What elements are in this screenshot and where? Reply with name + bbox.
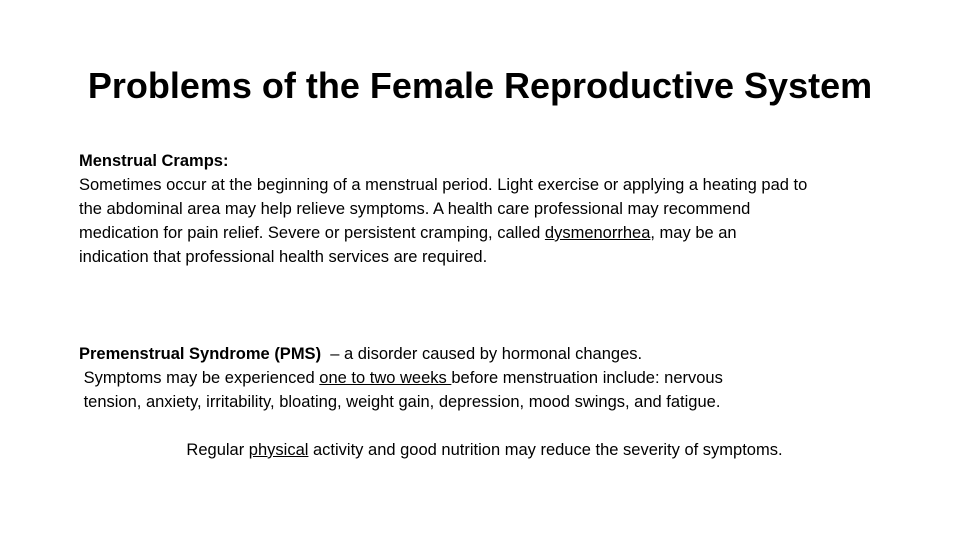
pms-line-2 <box>79 366 909 390</box>
cramps-line-3-tail: , may be an <box>650 224 737 242</box>
menstrual-cramps-section <box>79 149 909 269</box>
slide-title: Problems of the Female Reproductive System <box>87 65 873 106</box>
cramps-line-1: Sometimes occur at the beginning of a menstrual period. Light exercise or applying a heating pad to <box>79 176 808 194</box>
physical-emphasis: physical <box>248 441 309 459</box>
cramps-line-2: the abdominal area may help relieve symptoms. A health care professional may recommend <box>79 200 751 218</box>
closing-text: Regular <box>186 441 249 459</box>
closing-statement <box>0 438 960 462</box>
pms-line-3: tension, anxiety, irritability, bloating, weight gain, depression, mood swings, and fatigue. <box>79 393 721 411</box>
cramps-heading: Menstrual Cramps: <box>79 152 229 170</box>
pms-line-2-text: Symptoms may be experienced <box>79 369 320 387</box>
pms-timeframe: one to two weeks <box>319 369 452 387</box>
pms-line-2-tail: before menstruation include: nervous <box>451 369 723 387</box>
closing-tail: activity and good nutrition may reduce the severity of symptoms. <box>308 441 783 459</box>
cramps-line-3 <box>79 221 909 245</box>
pms-section <box>79 342 909 414</box>
pms-heading: Premenstrual Syndrome (PMS) <box>79 345 322 363</box>
pms-line-1 <box>79 342 909 366</box>
dysmenorrhea-term: dysmenorrhea <box>544 224 651 242</box>
cramps-line-3-text: medication for pain relief. Severe or persistent cramping, called <box>79 224 545 242</box>
cramps-line-4: indication that professional health services are required. <box>79 248 488 266</box>
pms-definition: – a disorder caused by hormonal changes. <box>321 345 643 363</box>
